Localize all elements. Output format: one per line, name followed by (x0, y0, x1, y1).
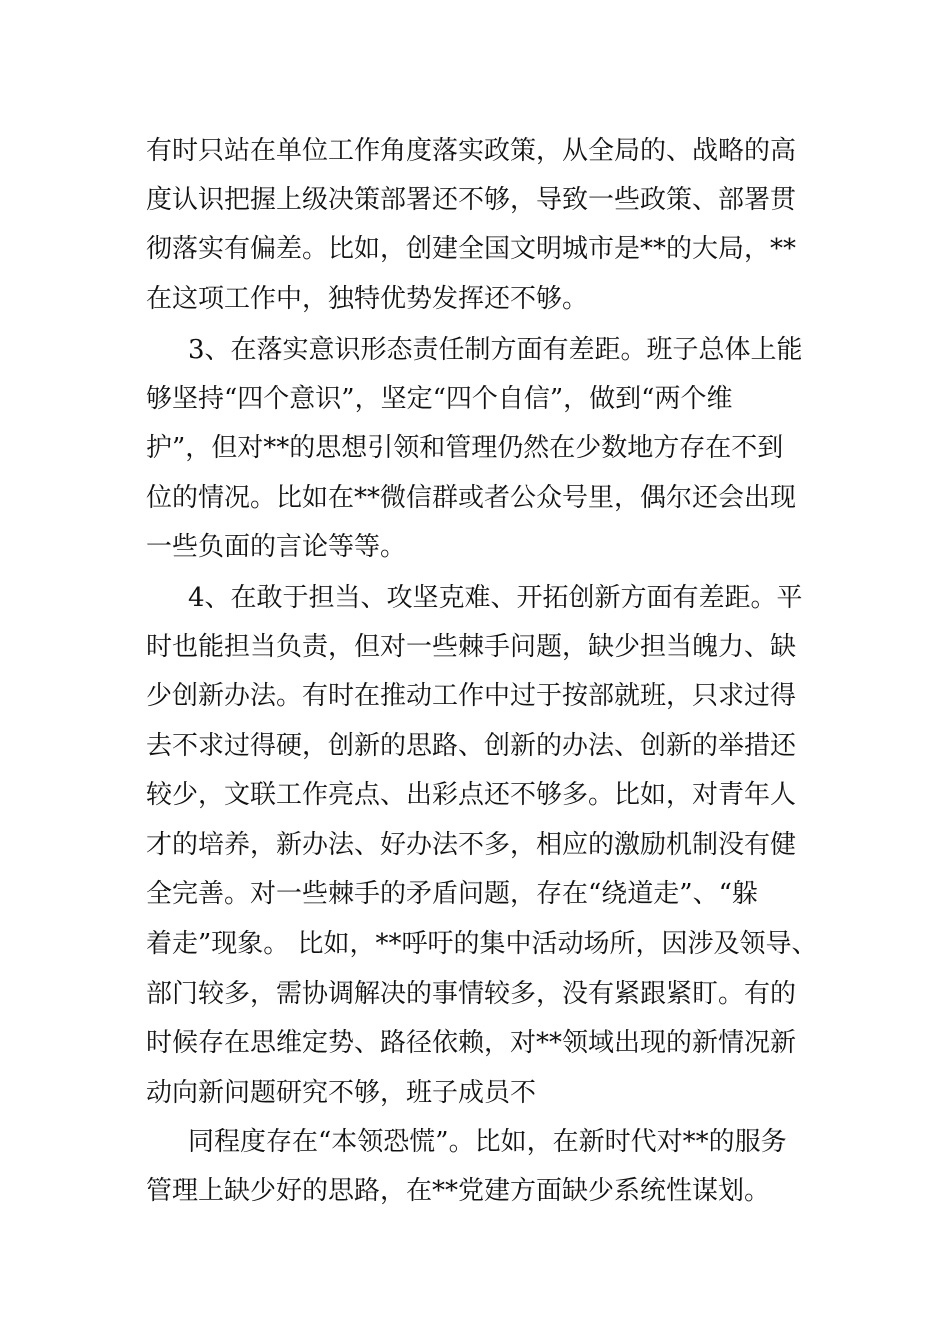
text-line: 着走”现象。 比如，**呼吁的集中活动场所，因涉及领导、 (146, 929, 818, 959)
text-line: 护”，但对**的思想引领和管理仍然在少数地方存在不到 (146, 433, 784, 463)
text-line: 在这项工作中，独特优势发挥还不够。 (146, 284, 589, 314)
text-line: 动向新问题研究不够，班子成员不 (146, 1078, 537, 1108)
text-line: 3、在落实意识形态责任制方面有差距。班子总体上能 (188, 335, 803, 365)
text-line: 度认识把握上级决策部署还不够，导致一些政策、部署贯 (146, 185, 797, 215)
text-line: 去不求过得硬，创新的思路、创新的办法、创新的举措还 (146, 731, 797, 761)
text-line: 4、在敢于担当、攻坚克难、开拓创新方面有差距。平 (188, 583, 803, 613)
text-line: 较少，文联工作亮点、出彩点还不够多。比如，对青年人 (146, 780, 797, 810)
text-line: 同程度存在“本领恐慌”。比如，在新时代对**的服务 (188, 1127, 787, 1157)
text-line: 彻落实有偏差。比如，创建全国文明城市是**的大局，** (146, 234, 797, 264)
text-line: 少创新办法。有时在推动工作中过于按部就班，只求过得 (146, 681, 797, 711)
text-line: 部门较多，需协调解决的事情较多，没有紧跟紧盯。有的 (146, 979, 797, 1009)
text-line: 一些负面的言论等等。 (146, 532, 407, 562)
text-line: 有时只站在单位工作角度落实政策，从全局的、战略的高 (146, 136, 797, 166)
text-line: 时也能担当负责，但对一些棘手问题，缺少担当魄力、缺 (146, 632, 797, 662)
text-line: 才的培养，新办法、好办法不多，相应的激励机制没有健 (146, 830, 797, 860)
text-line: 够坚持“四个意识”，坚定“四个自信”，做到“两个维 (146, 384, 733, 414)
text-line: 时候存在思维定势、路径依赖，对**领域出现的新情况新 (146, 1028, 797, 1058)
text-line: 全完善。对一些棘手的矛盾问题，存在“绕道走”、“躲 (146, 879, 758, 909)
text-line: 位的情况。比如在**微信群或者公众号里，偶尔还会出现 (146, 483, 797, 513)
text-line: 管理上缺少好的思路，在**党建方面缺少系统性谋划。 (146, 1176, 771, 1206)
